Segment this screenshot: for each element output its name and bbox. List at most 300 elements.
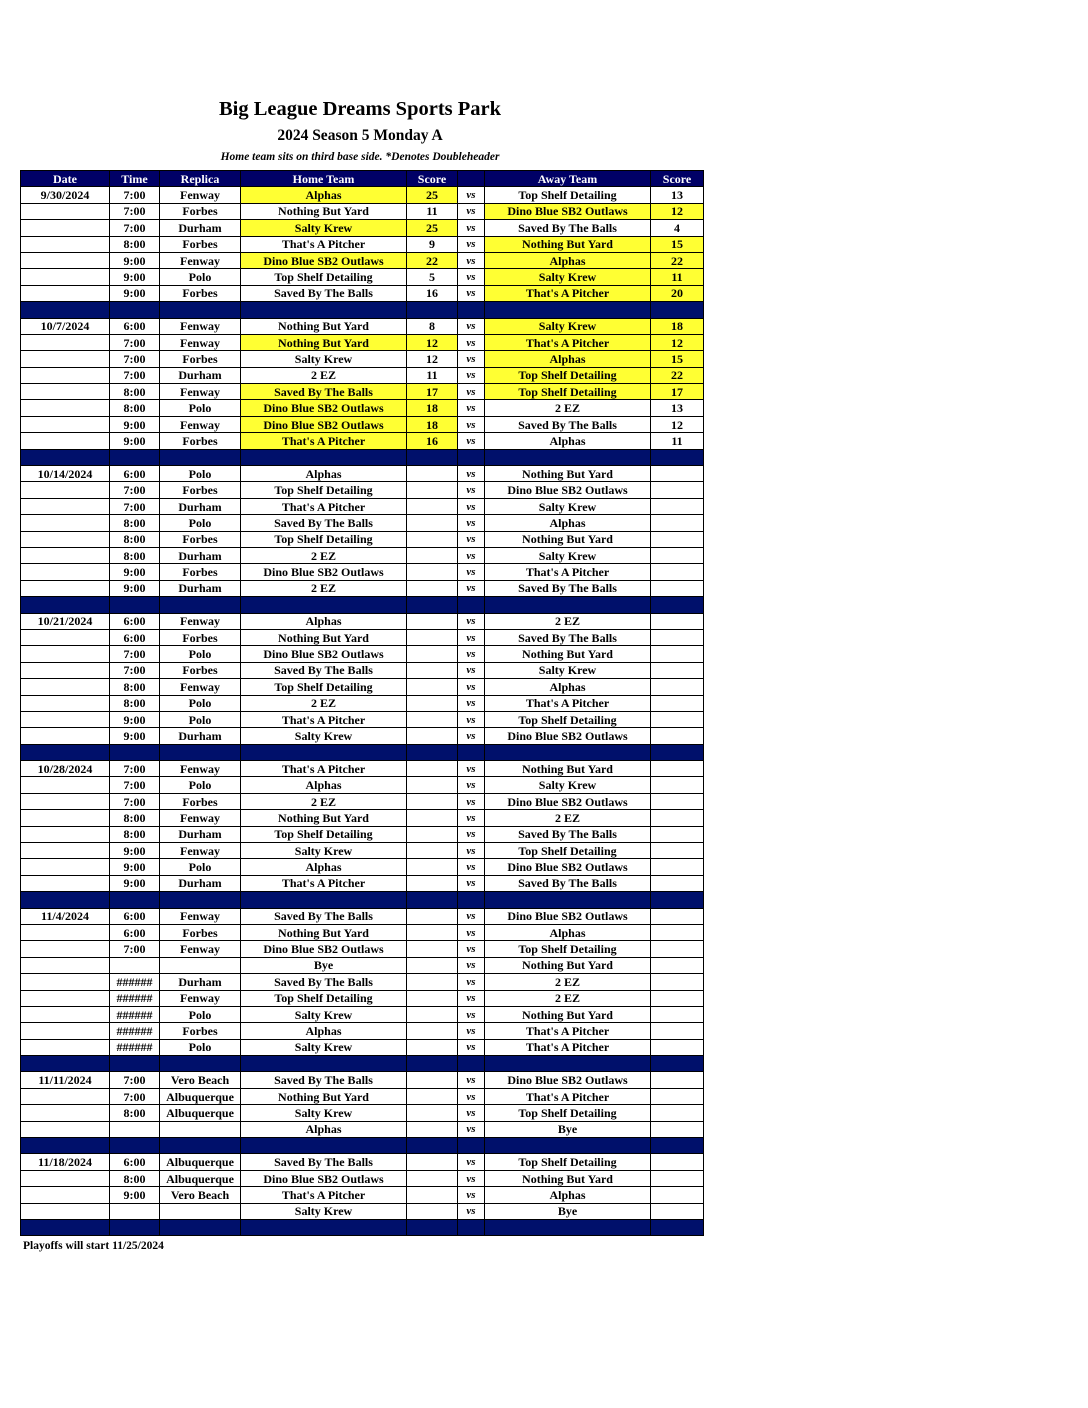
game-time: 9:00 [110, 843, 160, 859]
header-away-team: Away Team [485, 171, 651, 187]
game-date [21, 285, 110, 301]
separator-cell [485, 892, 651, 908]
game-time: 8:00 [110, 400, 160, 416]
vs-label: vs [458, 498, 485, 514]
vs-label: vs [458, 220, 485, 236]
game-replica: Polo [160, 711, 241, 727]
away-score [651, 662, 704, 678]
game-replica: Forbes [160, 1023, 241, 1039]
game-date [21, 1006, 110, 1022]
game-date: 9/30/2024 [21, 187, 110, 203]
game-replica: Albuquerque [160, 1105, 241, 1121]
game-time: 8:00 [110, 547, 160, 563]
game-row [21, 843, 704, 859]
away-score [651, 908, 704, 924]
away-score [651, 777, 704, 793]
game-date [21, 843, 110, 859]
away-team: Saved By The Balls [485, 875, 651, 891]
home-score [407, 728, 458, 744]
game-replica: Durham [160, 875, 241, 891]
game-time: 7:00 [110, 662, 160, 678]
away-score: 18 [651, 318, 704, 334]
separator-cell [160, 892, 241, 908]
vs-label: vs [458, 580, 485, 596]
separator-cell [407, 449, 458, 465]
game-row [21, 679, 704, 695]
game-time: ###### [110, 1039, 160, 1055]
separator-cell [651, 1220, 704, 1236]
away-team: Salty Krew [485, 498, 651, 514]
schedule-table [20, 170, 704, 1236]
game-time: 7:00 [110, 351, 160, 367]
away-score [651, 629, 704, 645]
game-replica: Polo [160, 515, 241, 531]
away-team: Dino Blue SB2 Outlaws [485, 203, 651, 219]
game-row [21, 1187, 704, 1203]
away-score [651, 580, 704, 596]
game-replica: Fenway [160, 908, 241, 924]
game-replica: Forbes [160, 662, 241, 678]
game-row [21, 662, 704, 678]
game-row [21, 728, 704, 744]
away-team: Nothing But Yard [485, 1170, 651, 1186]
game-replica: Forbes [160, 629, 241, 645]
away-score [651, 728, 704, 744]
vs-label: vs [458, 1023, 485, 1039]
home-team: Saved By The Balls [241, 1072, 407, 1088]
game-row [21, 695, 704, 711]
away-score [651, 498, 704, 514]
home-score [407, 564, 458, 580]
away-team: Top Shelf Detailing [485, 1154, 651, 1170]
away-team: Nothing But Yard [485, 466, 651, 482]
separator-cell [241, 892, 407, 908]
game-row [21, 367, 704, 383]
game-time: 6:00 [110, 924, 160, 940]
home-team: Dino Blue SB2 Outlaws [241, 941, 407, 957]
game-row [21, 1154, 704, 1170]
separator-cell [651, 1138, 704, 1154]
away-team: Saved By The Balls [485, 629, 651, 645]
game-date: 10/28/2024 [21, 761, 110, 777]
away-score [651, 924, 704, 940]
separator-cell [241, 302, 407, 318]
vs-label: vs [458, 859, 485, 875]
home-team: Alphas [241, 1121, 407, 1137]
game-time: 8:00 [110, 531, 160, 547]
home-score [407, 1154, 458, 1170]
vs-label: vs [458, 695, 485, 711]
game-row [21, 203, 704, 219]
game-row [21, 564, 704, 580]
game-row [21, 990, 704, 1006]
away-score [651, 761, 704, 777]
separator-cell [241, 449, 407, 465]
home-team: 2 EZ [241, 547, 407, 563]
home-team: Nothing But Yard [241, 318, 407, 334]
page-subtitle: 2024 Season 5 Monday A [277, 127, 443, 144]
home-team: Nothing But Yard [241, 334, 407, 350]
vs-label: vs [458, 367, 485, 383]
home-team: That's A Pitcher [241, 433, 407, 449]
game-replica: Fenway [160, 187, 241, 203]
separator-cell [407, 1138, 458, 1154]
game-row [21, 941, 704, 957]
home-score: 16 [407, 285, 458, 301]
game-row [21, 908, 704, 924]
vs-label: vs [458, 384, 485, 400]
home-team: Saved By The Balls [241, 974, 407, 990]
game-row [21, 1121, 704, 1137]
separator-cell [160, 449, 241, 465]
game-date [21, 629, 110, 645]
away-team: Alphas [485, 1187, 651, 1203]
home-score [407, 646, 458, 662]
game-row [21, 810, 704, 826]
separator-cell [485, 449, 651, 465]
game-date [21, 777, 110, 793]
game-row [21, 580, 704, 596]
away-score [651, 466, 704, 482]
header-home-team: Home Team [241, 171, 407, 187]
game-date [21, 875, 110, 891]
away-score: 13 [651, 187, 704, 203]
away-team: Saved By The Balls [485, 416, 651, 432]
home-team: Bye [241, 957, 407, 973]
game-row [21, 547, 704, 563]
game-row [21, 318, 704, 334]
home-score [407, 1023, 458, 1039]
game-row [21, 433, 704, 449]
vs-label: vs [458, 236, 485, 252]
game-time: 8:00 [110, 515, 160, 531]
game-row [21, 1170, 704, 1186]
home-team: Saved By The Balls [241, 908, 407, 924]
vs-label: vs [458, 1072, 485, 1088]
separator-cell [407, 1220, 458, 1236]
game-time: 7:00 [110, 367, 160, 383]
separator-cell [651, 892, 704, 908]
separator-cell [651, 1056, 704, 1072]
away-team: Dino Blue SB2 Outlaws [485, 859, 651, 875]
game-replica: Vero Beach [160, 1072, 241, 1088]
game-replica: Forbes [160, 236, 241, 252]
game-replica: Forbes [160, 793, 241, 809]
header-replica: Replica [160, 171, 241, 187]
game-date [21, 662, 110, 678]
separator-cell [485, 1056, 651, 1072]
game-replica: Polo [160, 400, 241, 416]
game-date [21, 498, 110, 514]
separator-cell [241, 1056, 407, 1072]
game-replica: Fenway [160, 990, 241, 1006]
home-score [407, 826, 458, 842]
game-time: 6:00 [110, 613, 160, 629]
game-replica: Vero Beach [160, 1187, 241, 1203]
week-separator [21, 892, 704, 908]
vs-label: vs [458, 711, 485, 727]
game-date [21, 1203, 110, 1219]
game-replica: Fenway [160, 252, 241, 268]
away-score [651, 613, 704, 629]
game-row [21, 826, 704, 842]
game-replica: Polo [160, 466, 241, 482]
vs-label: vs [458, 793, 485, 809]
game-row [21, 351, 704, 367]
separator-cell [458, 892, 485, 908]
game-time: 6:00 [110, 466, 160, 482]
game-time: 9:00 [110, 252, 160, 268]
away-team: Top Shelf Detailing [485, 1105, 651, 1121]
home-score [407, 1121, 458, 1137]
separator-cell [651, 744, 704, 760]
separator-cell [21, 449, 110, 465]
home-score [407, 1105, 458, 1121]
separator-cell [110, 597, 160, 613]
game-replica: Albuquerque [160, 1154, 241, 1170]
game-date: 10/21/2024 [21, 613, 110, 629]
home-team: Nothing But Yard [241, 810, 407, 826]
game-date [21, 580, 110, 596]
home-team: 2 EZ [241, 367, 407, 383]
home-team: That's A Pitcher [241, 875, 407, 891]
away-score: 22 [651, 367, 704, 383]
game-date [21, 367, 110, 383]
home-score: 11 [407, 203, 458, 219]
home-team: Dino Blue SB2 Outlaws [241, 400, 407, 416]
game-time: 7:00 [110, 1088, 160, 1104]
game-time: ###### [110, 1023, 160, 1039]
game-date [21, 826, 110, 842]
vs-label: vs [458, 941, 485, 957]
separator-cell [651, 302, 704, 318]
game-row [21, 613, 704, 629]
away-team: Salty Krew [485, 318, 651, 334]
home-team: 2 EZ [241, 793, 407, 809]
vs-label: vs [458, 547, 485, 563]
home-team: Saved By The Balls [241, 285, 407, 301]
game-replica: Polo [160, 646, 241, 662]
game-time: 9:00 [110, 433, 160, 449]
game-time: 9:00 [110, 564, 160, 580]
game-date [21, 1039, 110, 1055]
game-time: 9:00 [110, 285, 160, 301]
game-replica: Forbes [160, 351, 241, 367]
home-team: That's A Pitcher [241, 1187, 407, 1203]
game-row [21, 400, 704, 416]
vs-label: vs [458, 1105, 485, 1121]
away-score [651, 843, 704, 859]
home-score [407, 875, 458, 891]
home-score [407, 531, 458, 547]
game-replica: Durham [160, 498, 241, 514]
game-replica: Forbes [160, 924, 241, 940]
game-time: 9:00 [110, 859, 160, 875]
vs-label: vs [458, 1154, 485, 1170]
game-row [21, 187, 704, 203]
separator-cell [407, 302, 458, 318]
separator-cell [458, 449, 485, 465]
away-score [651, 1006, 704, 1022]
separator-cell [407, 744, 458, 760]
away-score [651, 547, 704, 563]
separator-cell [21, 1056, 110, 1072]
game-row [21, 515, 704, 531]
away-score: 22 [651, 252, 704, 268]
away-team: That's A Pitcher [485, 695, 651, 711]
home-score: 25 [407, 220, 458, 236]
away-score: 11 [651, 269, 704, 285]
home-team: That's A Pitcher [241, 236, 407, 252]
game-replica: Forbes [160, 285, 241, 301]
game-date [21, 695, 110, 711]
away-team: Salty Krew [485, 777, 651, 793]
game-date [21, 793, 110, 809]
game-date [21, 400, 110, 416]
away-team: Dino Blue SB2 Outlaws [485, 728, 651, 744]
home-score: 9 [407, 236, 458, 252]
away-team: Top Shelf Detailing [485, 941, 651, 957]
separator-cell [21, 597, 110, 613]
game-replica: Fenway [160, 941, 241, 957]
vs-label: vs [458, 924, 485, 940]
game-time: 7:00 [110, 498, 160, 514]
game-replica: Fenway [160, 416, 241, 432]
home-team: Nothing But Yard [241, 924, 407, 940]
game-time: ###### [110, 974, 160, 990]
game-date [21, 990, 110, 1006]
home-team: Alphas [241, 187, 407, 203]
game-replica: Fenway [160, 843, 241, 859]
game-row [21, 1203, 704, 1219]
home-score [407, 613, 458, 629]
game-time: 8:00 [110, 384, 160, 400]
home-team: That's A Pitcher [241, 498, 407, 514]
game-replica: Fenway [160, 761, 241, 777]
game-date [21, 957, 110, 973]
game-row [21, 498, 704, 514]
home-score [407, 941, 458, 957]
separator-cell [485, 1220, 651, 1236]
home-team: Saved By The Balls [241, 1154, 407, 1170]
game-time: 7:00 [110, 1072, 160, 1088]
away-score [651, 941, 704, 957]
header-time: Time [110, 171, 160, 187]
home-team-note: Home team sits on third base side. *Denotes Doubleheader [220, 151, 500, 163]
home-team: Alphas [241, 1023, 407, 1039]
home-score: 12 [407, 334, 458, 350]
away-score [651, 875, 704, 891]
separator-cell [458, 744, 485, 760]
game-row [21, 466, 704, 482]
away-score [651, 826, 704, 842]
vs-label: vs [458, 974, 485, 990]
game-date [21, 859, 110, 875]
header-home-score: Score [407, 171, 458, 187]
game-replica: Polo [160, 1039, 241, 1055]
game-time: 8:00 [110, 826, 160, 842]
home-team: Top Shelf Detailing [241, 269, 407, 285]
game-date [21, 351, 110, 367]
home-score: 16 [407, 433, 458, 449]
away-score [651, 859, 704, 875]
separator-cell [407, 892, 458, 908]
separator-cell [458, 302, 485, 318]
away-score [651, 1023, 704, 1039]
vs-label: vs [458, 1187, 485, 1203]
game-row [21, 1105, 704, 1121]
game-time: 7:00 [110, 646, 160, 662]
away-score: 11 [651, 433, 704, 449]
game-time: 7:00 [110, 941, 160, 957]
separator-cell [651, 597, 704, 613]
vs-label: vs [458, 1039, 485, 1055]
away-team: Alphas [485, 252, 651, 268]
vs-label: vs [458, 957, 485, 973]
away-score [651, 793, 704, 809]
game-date: 11/4/2024 [21, 908, 110, 924]
vs-label: vs [458, 252, 485, 268]
game-date [21, 1023, 110, 1039]
game-date [21, 1088, 110, 1104]
vs-label: vs [458, 203, 485, 219]
separator-cell [160, 597, 241, 613]
home-score [407, 679, 458, 695]
game-time: 8:00 [110, 679, 160, 695]
separator-cell [458, 1220, 485, 1236]
game-replica: Polo [160, 859, 241, 875]
week-separator [21, 302, 704, 318]
game-date [21, 679, 110, 695]
home-score [407, 662, 458, 678]
game-time: 6:00 [110, 1154, 160, 1170]
game-time: 9:00 [110, 875, 160, 891]
game-replica: Fenway [160, 679, 241, 695]
vs-label: vs [458, 416, 485, 432]
home-score [407, 957, 458, 973]
week-separator [21, 744, 704, 760]
home-team: Salty Krew [241, 1105, 407, 1121]
away-team: Salty Krew [485, 269, 651, 285]
game-date [21, 564, 110, 580]
separator-cell [458, 1138, 485, 1154]
away-score: 17 [651, 384, 704, 400]
home-team: 2 EZ [241, 695, 407, 711]
away-score [651, 957, 704, 973]
separator-cell [241, 1220, 407, 1236]
home-team: Dino Blue SB2 Outlaws [241, 646, 407, 662]
vs-label: vs [458, 875, 485, 891]
game-time: 8:00 [110, 236, 160, 252]
home-team: Top Shelf Detailing [241, 679, 407, 695]
away-team: That's A Pitcher [485, 1039, 651, 1055]
game-replica: Durham [160, 826, 241, 842]
away-score [651, 695, 704, 711]
vs-label: vs [458, 728, 485, 744]
vs-label: vs [458, 1088, 485, 1104]
home-score [407, 908, 458, 924]
separator-cell [160, 1138, 241, 1154]
separator-cell [241, 744, 407, 760]
away-team: Top Shelf Detailing [485, 367, 651, 383]
away-team: 2 EZ [485, 810, 651, 826]
game-replica [160, 1121, 241, 1137]
away-team: That's A Pitcher [485, 334, 651, 350]
home-score: 11 [407, 367, 458, 383]
home-score [407, 711, 458, 727]
home-team: Dino Blue SB2 Outlaws [241, 1170, 407, 1186]
page-title: Big League Dreams Sports Park [218, 98, 502, 120]
